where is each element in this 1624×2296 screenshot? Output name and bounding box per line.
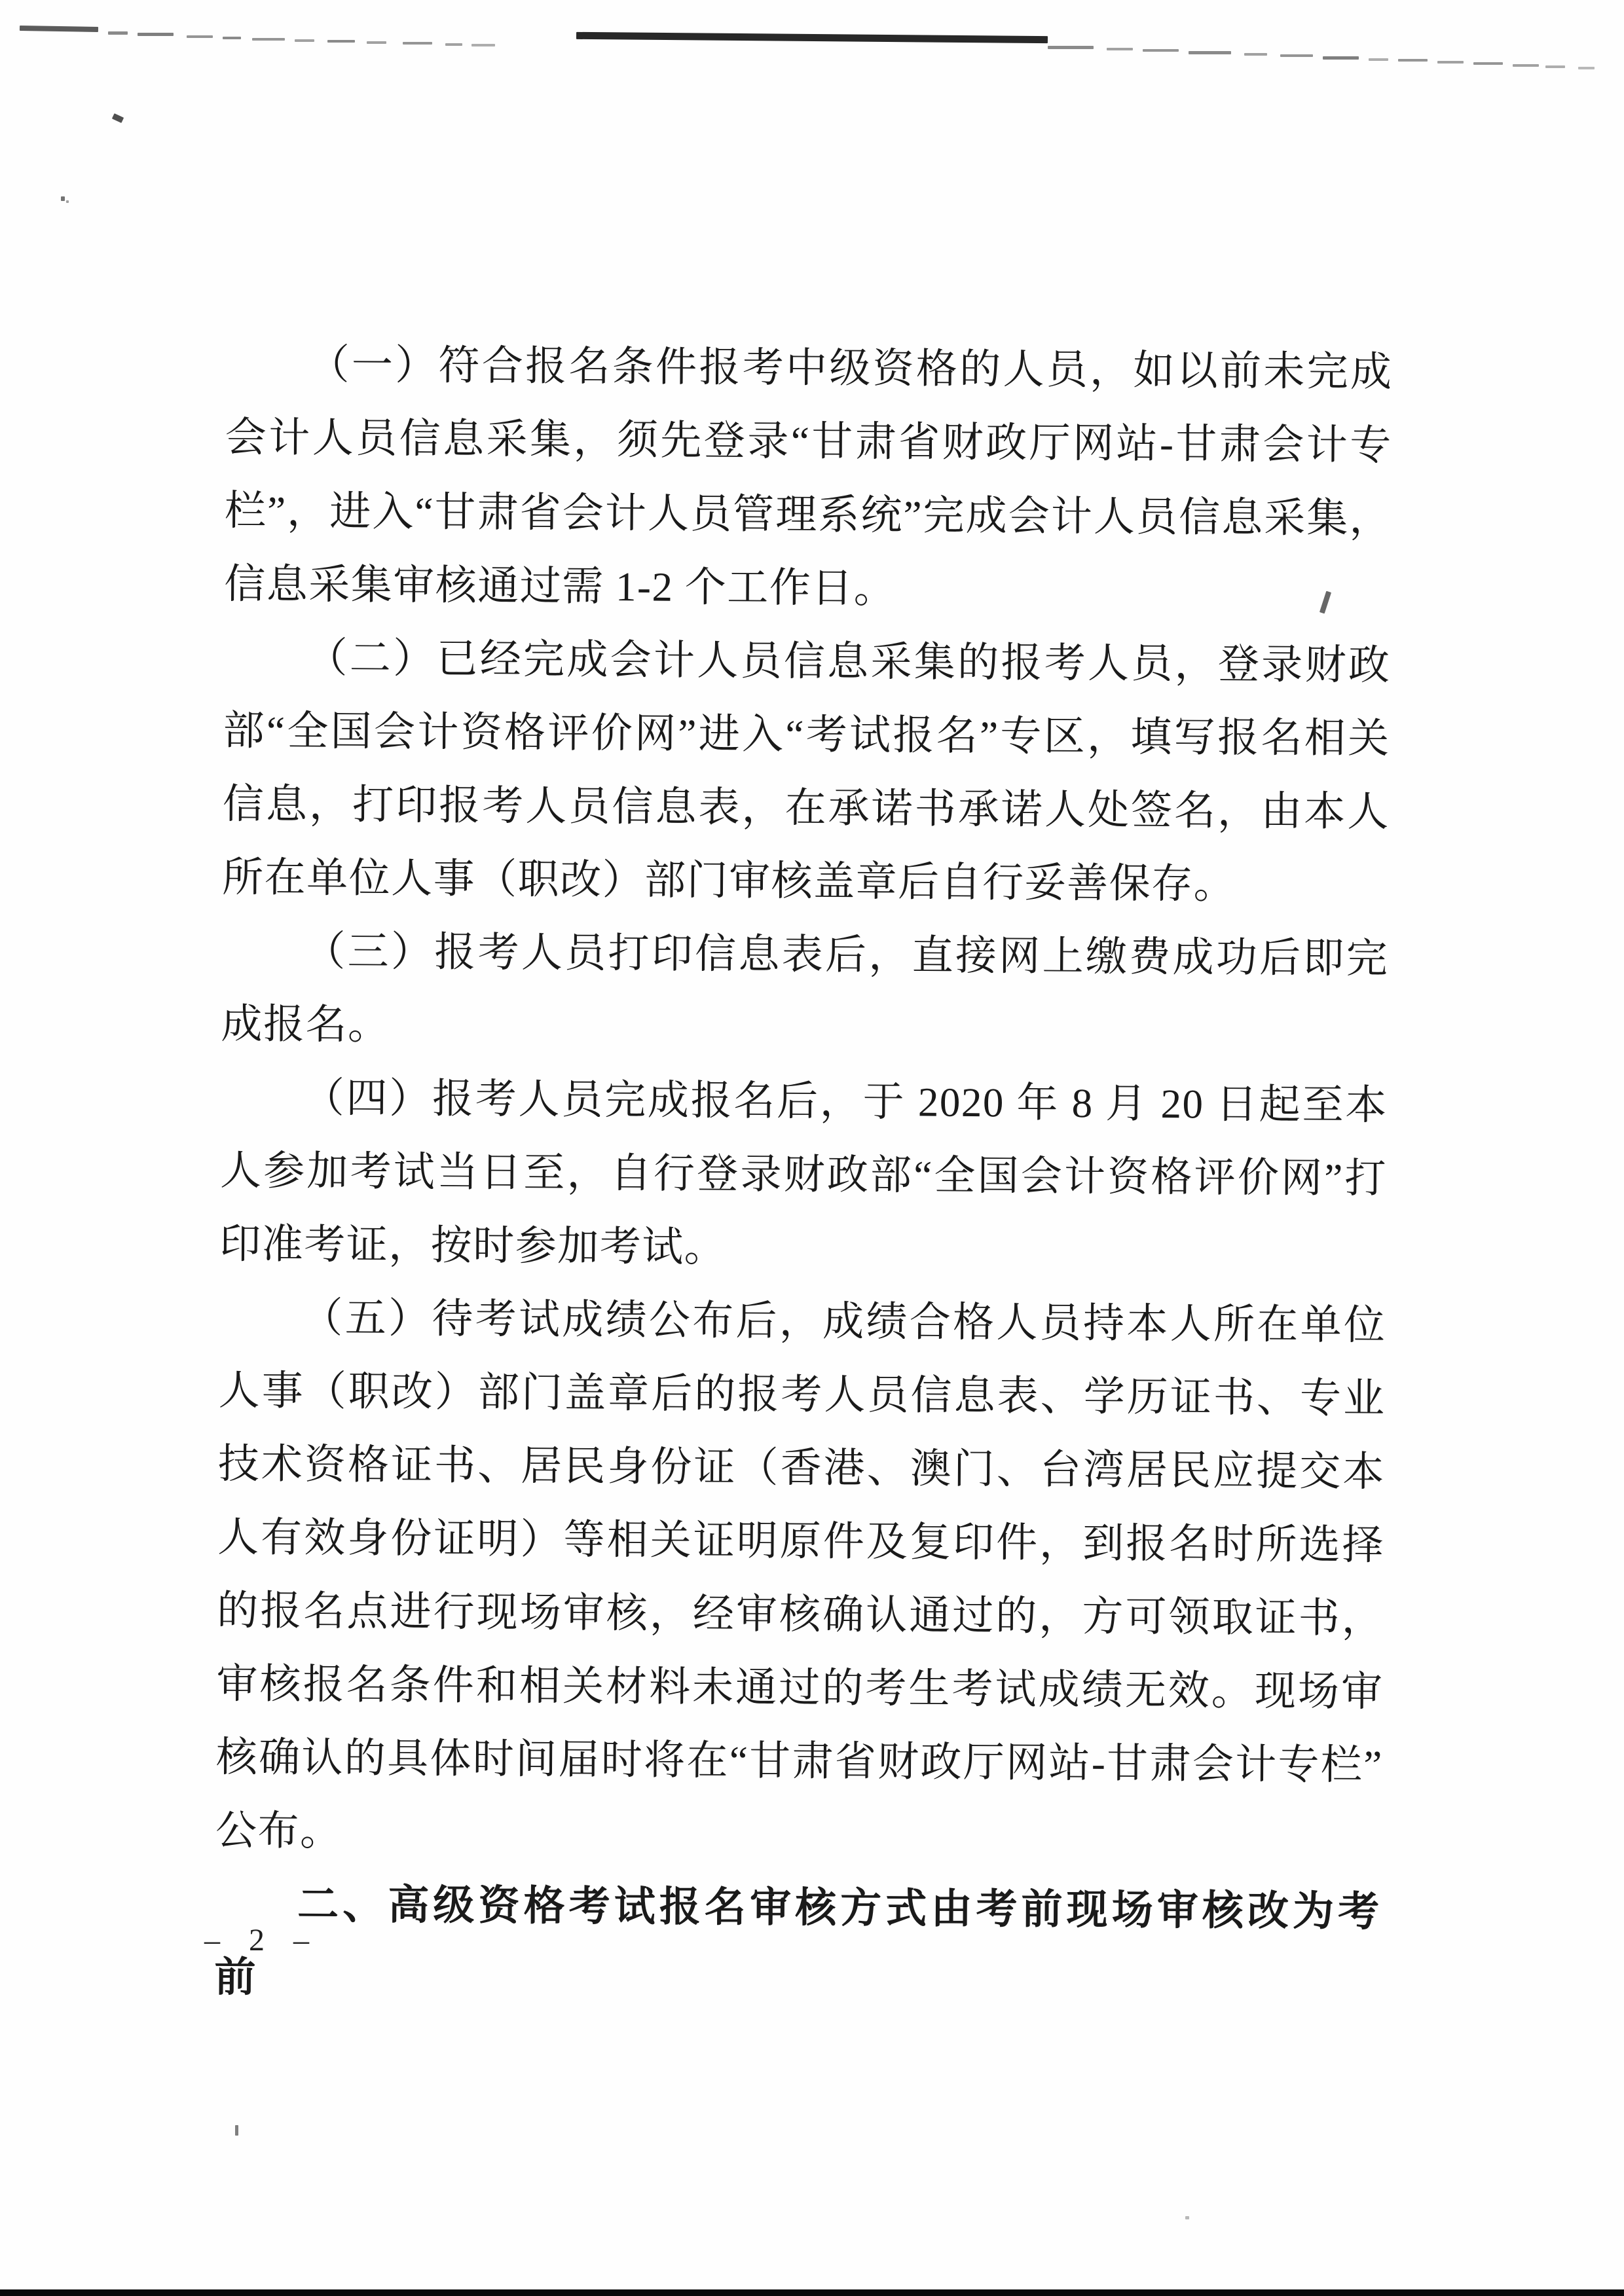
- noise-speck: [327, 40, 355, 43]
- noise-speck: [576, 32, 1048, 43]
- noise-speck: [1185, 2216, 1189, 2219]
- noise-speck: [1280, 54, 1313, 57]
- noise-speck: [1143, 49, 1179, 52]
- noise-speck: [1398, 59, 1428, 62]
- noise-speck: [1473, 62, 1503, 65]
- noise-speck: [1369, 58, 1388, 61]
- noise-speck: [1107, 48, 1133, 50]
- scan-edge-bar: [0, 2289, 1624, 2296]
- noise-speck: [223, 37, 241, 39]
- noise-speck: [108, 31, 128, 35]
- noise-speck: [1189, 51, 1231, 54]
- noise-speck: [1323, 56, 1359, 60]
- noise-speck: [367, 41, 386, 44]
- noise-speck: [1578, 67, 1595, 69]
- clause-paragraph-4: （四）报考人员完成报名后，于 2020 年 8 月 20 日起至本人参加考试当日至，自行登录财政部“全国会计资格评价网”打印准考证，按时参加考试。: [219, 1074, 1388, 1271]
- noise-speck: [187, 35, 213, 38]
- noise-speck: [235, 2125, 238, 2136]
- noise-speck: [138, 33, 174, 36]
- clause-paragraph-5: （五）待考试成绩公布后，成绩合格人员持本人所在单位人事（职改）部门盖章后的报考人员信息表、学历证书、专业技术资格证书、居民身份证（香港、澳门、台湾居民应提交本人有效身份证明）等相关证明原件及复印件，到报名时所选择的报名点进行现场审核，经审核确认通过的，方可领取证书，审核报名条件和相关材料未通过的考生考试成绩无效。现场审核确认的具体时间届时将在“甘肃省财政厅网站-甘肃会计专栏”公布。: [215, 1294, 1386, 1855]
- noise-speck: [1437, 61, 1464, 64]
- noise-speck: [66, 200, 69, 203]
- noise-speck: [445, 43, 462, 46]
- clause-paragraph-2: （二）已经完成会计人员信息采集的报考人员，登录财政部“全国会计资格评价网”进入“考试报名”专区，填写报名相关信息，打印报考人员信息表，在承诺书承诺人处签名，由本人所在单位人事（职改）部门审核盖章后自行妥善保存。: [221, 634, 1391, 907]
- noise-speck: [252, 38, 285, 41]
- noise-speck: [1244, 53, 1267, 56]
- noise-speck: [20, 26, 98, 32]
- noise-speck: [61, 196, 65, 201]
- noise-speck: [403, 42, 432, 45]
- noise-speck: [112, 113, 124, 123]
- clause-paragraph-3: （三）报考人员打印信息表后，直接网上缴费成功后即完成报名。: [221, 928, 1389, 1048]
- noise-speck: [1545, 65, 1565, 68]
- page-number: – 2 –: [204, 1923, 320, 1958]
- noise-speck: [1048, 46, 1094, 49]
- noise-speck: [1513, 64, 1539, 67]
- noise-speck: [471, 44, 495, 46]
- document-body-text: [214, 327, 1393, 2022]
- clause-paragraph-1: （一）符合报名条件报考中级资格的人员，如以前未完成会计人员信息采集，须先登录“甘肃省财政厅网站-甘肃会计专栏”，进入“甘肃省会计人员管理系统”完成会计人员信息采集，信息采集审核通过需 1-2 个工作日。: [224, 341, 1393, 612]
- noise-speck: [295, 39, 314, 42]
- section-2-heading: 二、高级资格考试报名审核方式由考前现场审核改为考前: [214, 1881, 1382, 2001]
